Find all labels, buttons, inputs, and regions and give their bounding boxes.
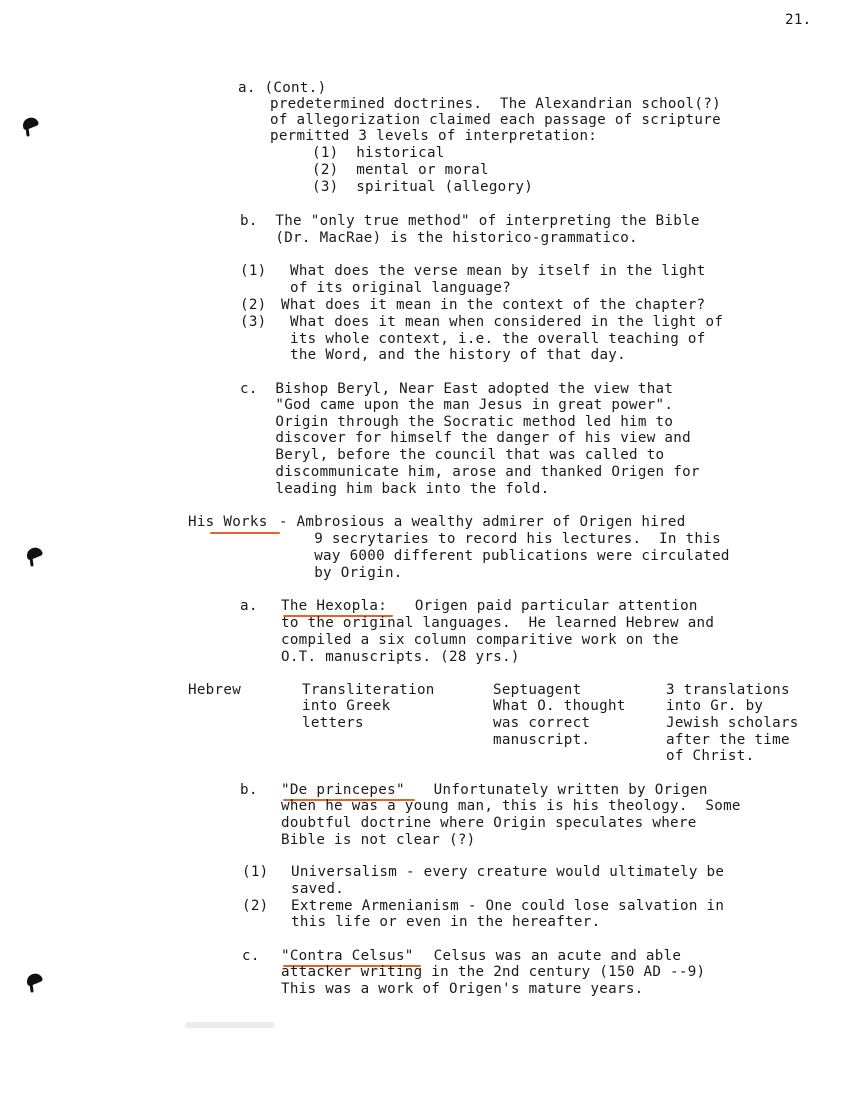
his-works-line: 9 secrytaries to record his lectures. In this — [270, 531, 721, 547]
section-c-line: Origin through the Socratic method led him to — [240, 414, 674, 430]
table-col-septuagent: manuscript. — [493, 732, 591, 748]
question-line: of its original language? — [290, 280, 512, 296]
table-col-hebrew: Hebrew — [188, 682, 242, 698]
section-a-line: of allegorization claimed each passage of scripture — [270, 112, 721, 128]
question-number: (3) — [240, 314, 267, 330]
theology-point-number: (1) — [242, 864, 269, 880]
contra-celsus-letter: c. — [242, 948, 260, 964]
smudge-mark — [185, 1022, 275, 1028]
his-works-heading: His Works — [188, 514, 268, 530]
table-col-translations: of Christ. — [666, 748, 755, 764]
table-col-transliteration: letters — [302, 715, 364, 731]
page-number: 21. — [785, 12, 812, 28]
table-col-translations: Jewish scholars — [666, 715, 799, 731]
hexopla-line: O.T. manuscripts. (28 yrs.) — [281, 649, 520, 665]
section-c-line: "God came upon the man Jesus in great power". — [240, 397, 674, 413]
section-c-line: leading him back into the fold. — [240, 481, 550, 497]
level-item: (1) historical — [312, 145, 445, 161]
question-number: (1) — [240, 263, 267, 279]
table-col-translations: into Gr. by — [666, 698, 764, 714]
contra-celsus-line: Celsus was an acute and able — [416, 948, 682, 964]
contra-celsus-line: attacker writing in the 2nd century (150 AD --9) — [281, 964, 706, 980]
table-col-translations: after the time — [666, 732, 790, 748]
de-princepes-line: when he was a young man, this is his theology. Some — [281, 798, 741, 814]
question-number: (2) — [240, 297, 267, 313]
section-b-line: b. The "only true method" of interpreting the Bible — [240, 213, 700, 229]
contra-celsus-line: This was a work of Origen's mature years. — [281, 981, 644, 997]
question-line: What does it mean when considered in the light of — [290, 314, 724, 330]
section-c-line: discommunicate him, arose and thanked Origen for — [240, 464, 700, 480]
section-b-line: (Dr. MacRae) is the historico-grammatico. — [240, 230, 638, 246]
table-col-transliteration: into Greek — [302, 698, 391, 714]
table-col-septuagent: Septuagent — [493, 682, 582, 698]
hexopla-title: The Hexopla: — [281, 598, 388, 614]
hexopla-line: to the original languages. He learned Hebrew and — [281, 615, 715, 631]
de-princepes-line: doubtful doctrine where Origin speculates where — [281, 815, 697, 831]
de-princepes-line: Unfortunately written by Origen — [416, 782, 708, 798]
de-princepes-title: "De princepes" — [281, 782, 405, 798]
theology-point-line: this life or even in the hereafter. — [291, 914, 601, 930]
table-col-septuagent: What O. thought — [493, 698, 626, 714]
level-item: (2) mental or moral — [312, 162, 489, 178]
theology-point-line: Universalism - every creature would ultimately be — [291, 864, 725, 880]
his-works-line: by Origin. — [270, 565, 403, 581]
question-line: its whole context, i.e. the overall teaching of — [290, 331, 706, 347]
section-c-line: Beryl, before the council that was called to — [240, 447, 665, 463]
table-col-transliteration: Transliteration — [302, 682, 435, 698]
his-works-line: - Ambrosious a wealthy admirer of Origen hired — [270, 514, 686, 530]
punch-hole-top — [21, 115, 40, 130]
section-a-line: a. (Cont.) — [238, 80, 327, 96]
de-princepes-line: Bible is not clear (?) — [281, 832, 476, 848]
punch-hole-bottom — [25, 971, 44, 986]
theology-point-line: saved. — [291, 881, 345, 897]
section-a-line: permitted 3 levels of interpretation: — [270, 128, 598, 144]
question-line: What does the verse mean by itself in the light — [290, 263, 706, 279]
table-col-translations: 3 translations — [666, 682, 790, 698]
theology-point-line: Extreme Armenianism - One could lose salvation in — [291, 898, 725, 914]
his-works-line: way 6000 different publications were circulated — [270, 548, 730, 564]
contra-celsus-title: "Contra Celsus" — [281, 948, 414, 964]
level-item: (3) spiritual (allegory) — [312, 179, 534, 195]
table-col-septuagent: was correct — [493, 715, 591, 731]
de-princepes-letter: b. — [240, 782, 258, 798]
question-line: What does it mean in the context of the chapter? — [281, 297, 706, 313]
question-line: the Word, and the history of that day. — [290, 347, 626, 363]
theology-point-number: (2) — [242, 898, 269, 914]
hexopla-line: Origen paid particular attention — [406, 598, 698, 614]
hexopla-line: compiled a six column comparitive work on the — [281, 632, 679, 648]
punch-hole-middle — [25, 545, 44, 560]
section-a-line: predetermined doctrines. The Alexandrian school(?) — [270, 96, 721, 112]
section-c-line: c. Bishop Beryl, Near East adopted the view that — [240, 381, 674, 397]
section-c-line: discover for himself the danger of his view and — [240, 430, 691, 446]
hexopla-letter: a. — [240, 598, 258, 614]
